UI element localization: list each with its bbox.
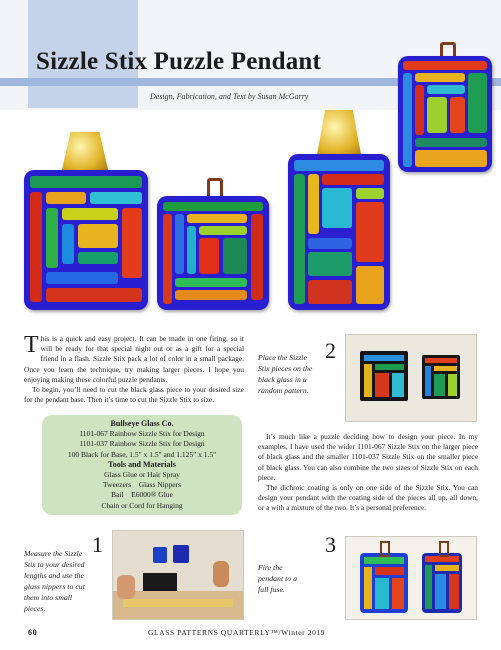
materials-line: Tweezers Glass Nippers <box>103 480 181 490</box>
step-1-photo <box>112 530 244 620</box>
page-title: Sizzle Stix Puzzle Pendant <box>36 48 322 75</box>
publication-footer: GLASS PATTERNS QUARTERLY™/Winter 2019 <box>148 628 326 637</box>
hand <box>213 561 229 587</box>
materials-heading-glass: Bullseye Glass Co. <box>110 419 174 428</box>
drop-cap: T <box>24 332 39 358</box>
pendant-glass <box>398 56 492 172</box>
hand <box>117 575 135 599</box>
step-3-caption: Fire the pendant to a full fuse. <box>258 563 297 594</box>
materials-line: 1101-037 Rainbow Sizzle Stix for Design <box>79 439 205 449</box>
materials-line: 1101-067 Rainbow Sizzle Stix for Design <box>79 429 205 439</box>
fused-pendant-small <box>422 553 462 613</box>
materials-box <box>42 415 242 515</box>
step-1-caption: Measure the Sizzle Stix to your desired lengths and use the glass nippers to cut them into small pieces. <box>24 549 85 613</box>
byline: Design, Fabrication, and Text by Susan McGarry <box>150 92 309 101</box>
materials-line: 100 Black for Base, 1.5" x 1.5" and 1.125" x 1.5" <box>67 449 217 459</box>
materials-line: Bail E6000® Glue <box>111 490 173 500</box>
intro-paragraph-1: his is a quick and easy project. It can be made in one firing, so it will be ready for that special night out or as a gift for a special friend in a flash. Sizzle Stix pack a lot of color in a small package. Once you learn the technique, try making larger pieces. I hope you enjoying making these colorful puzzle pendants. <box>24 334 244 384</box>
black-glass <box>143 573 177 591</box>
fused-pendant-large <box>360 553 408 613</box>
materials-line: Chain or Cord for Hanging <box>101 500 183 510</box>
materials-heading-tools: Tools and Materials <box>108 459 176 469</box>
materials-line: Glass Glue or Hair Spray <box>104 470 180 480</box>
pendant-glass <box>288 154 390 310</box>
gold-bail <box>61 132 109 174</box>
pendant-photo-4 <box>398 42 492 172</box>
ruler <box>123 599 233 607</box>
step-3-number: 3 <box>325 532 336 557</box>
step-1-number: 1 <box>92 532 103 557</box>
right-paragraph-2: The dichroic coating is only on one side of the Sizzle Stix. You can design your pendant with the coating side of the pieces all up, all down, or a with a mixture of the two. It’s a personal preference. <box>258 483 478 513</box>
right-paragraph-1: It’s much like a puzzle deciding how to design your piece. In my examples, I have used the wider 1101-067 Sizzle Stix on the larger piece of black glass and the smaller 1101-037 Sizzle Stix on the smaller piece of black glass. You can also combine the two sizes of Sizzle Stix on each piece. <box>258 432 478 482</box>
black-glass-large <box>360 351 408 401</box>
intro-paragraph-2: To begin, you’ll need to cut the black glass piece to your desired size for the pendant base. Then it’s time to cut the Sizzle Stix to size. <box>24 385 244 405</box>
copper-bail <box>439 541 449 557</box>
pendant-glass <box>157 196 269 310</box>
pendant-photo-2 <box>157 178 269 310</box>
page-number: 60 <box>28 628 38 637</box>
black-glass-small <box>422 355 460 399</box>
gold-bail <box>316 110 362 160</box>
right-column-text <box>258 432 478 514</box>
step-3-photo <box>345 536 477 620</box>
sample-pendant <box>173 545 189 563</box>
step-2-number: 2 <box>325 338 336 363</box>
step-2-photo <box>345 334 477 422</box>
pendant-glass <box>24 170 148 310</box>
intro-text <box>24 334 244 405</box>
copper-bail <box>380 541 390 557</box>
pendant-photo-1 <box>24 132 148 310</box>
pendant-photo-3 <box>288 110 390 310</box>
sample-pendant <box>153 547 167 563</box>
step-2-caption: Place the Sizzle Stix pieces on the black glass in a random pattern. <box>258 353 313 395</box>
